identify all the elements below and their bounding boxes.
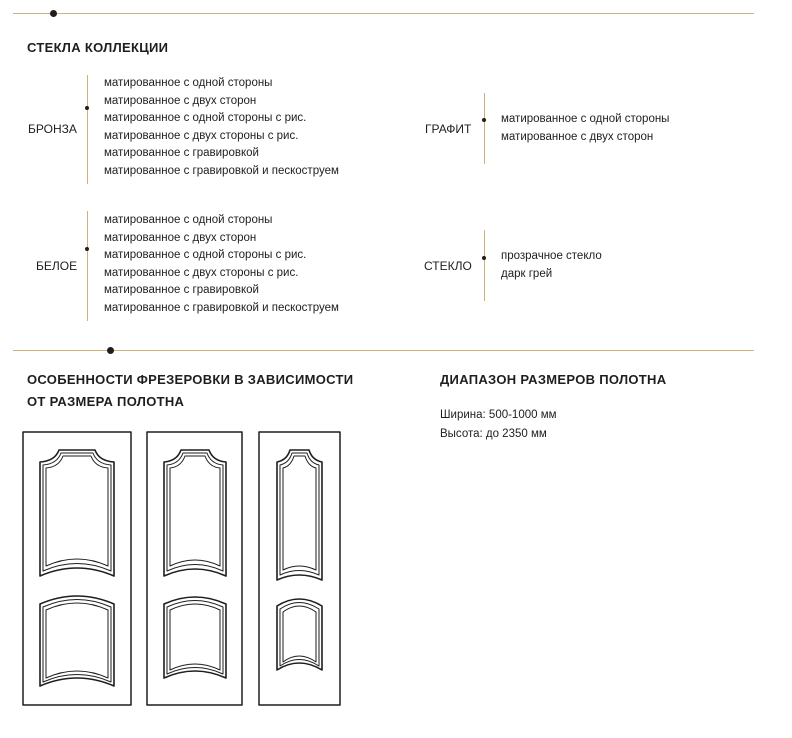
list-item: матированное с гравировкой <box>104 147 259 160</box>
glass-label-white: БЕЛОЕ <box>36 259 78 273</box>
wide-door-drawing <box>23 432 131 705</box>
list-item: матированное с двух сторон <box>104 231 257 244</box>
list-item: матированное с гравировкой и пескоструем <box>104 164 339 177</box>
list-item: матированное с двух стороны с рис. <box>104 129 299 142</box>
list-item: матированное с одной стороны <box>104 77 273 89</box>
upper-panel-outer <box>40 450 114 576</box>
glass-section-title: СТЕКЛА КОЛЛЕКЦИИ <box>27 40 169 55</box>
size-section-title: ДИАПАЗОН РАЗМЕРОВ ПОЛОТНА <box>440 372 667 387</box>
list-item: матированное с гравировкой <box>104 284 259 297</box>
list-item: матированное с гравировкой и пескоструем <box>104 301 339 314</box>
glass-label-clear: СТЕКЛО <box>424 259 472 273</box>
lower-panel-inner <box>46 603 108 678</box>
medium-door-drawing <box>147 432 242 705</box>
list-item: прозрачное стекло <box>501 250 602 262</box>
milling-title-line2: ОТ РАЗМЕРА ПОЛОТНА <box>27 394 185 409</box>
lower-panel-outer <box>40 596 114 686</box>
list-item: дарк грей <box>501 267 553 280</box>
milling-title-line1: ОСОБЕННОСТИ ФРЕЗЕРОВКИ В ЗАВИСИМОСТИ <box>27 372 354 387</box>
list-item: матированное с одной стороны <box>104 214 273 226</box>
height-range: Высота: до 2350 мм <box>440 428 547 440</box>
upper-panel-inner <box>46 456 108 566</box>
width-range: Ширина: 500-1000 мм <box>440 409 557 421</box>
list-item: матированное с одной стороны <box>501 113 670 125</box>
list-item: матированное с двух стороны с рис. <box>104 266 299 279</box>
list-item: матированное с одной стороны с рис. <box>104 112 307 125</box>
list-item: матированное с двух сторон <box>501 130 654 143</box>
glass-label-graphite: ГРАФИТ <box>425 122 472 136</box>
list-item: матированное с одной стороны с рис. <box>104 249 307 262</box>
narrow-door-drawing <box>259 432 340 705</box>
upper-panel-middle <box>43 453 111 571</box>
list-item: матированное с двух сторон <box>104 94 257 107</box>
lower-panel-middle <box>43 600 111 683</box>
glass-label-bronze: БРОНЗА <box>28 122 77 136</box>
